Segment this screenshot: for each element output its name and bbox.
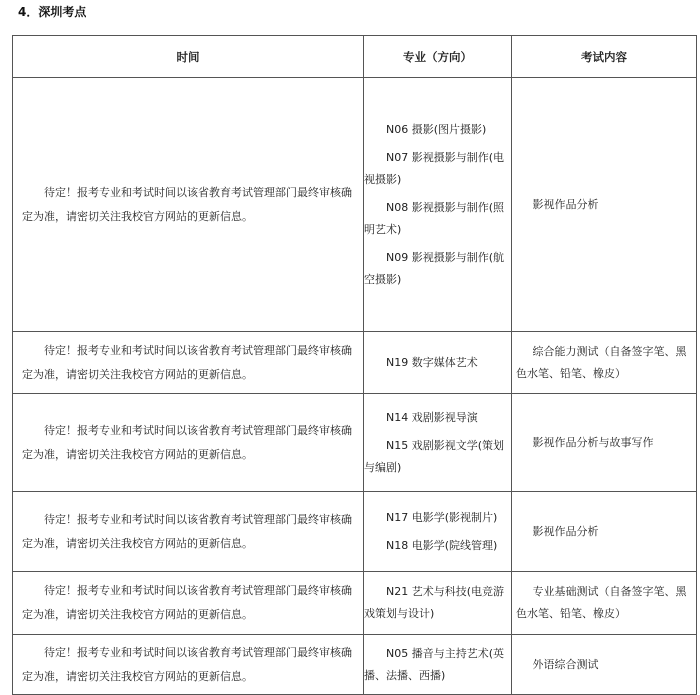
content-text: 影视作品分析与故事写作 [532,435,654,449]
major-cell [364,492,512,572]
time-cell [13,492,364,572]
major-item: N07 影视摄影与制作(电视摄影) [364,150,505,186]
section-heading: 4．深圳考点 [18,5,87,19]
major-item: N17 电影学(影视制片) [386,510,498,524]
major-cell [364,394,512,492]
content-text: 影视作品分析 [532,197,599,211]
content-cell [512,394,697,492]
major-cell [364,572,512,635]
major-item: N08 影视摄影与制作(照明艺术) [364,200,505,236]
content-text: 影视作品分析 [532,524,599,538]
column-header-content: 考试内容 [512,36,697,78]
major-item: N18 电影学(院线管理) [386,538,498,552]
content-cell [512,635,697,695]
table-row [13,78,697,332]
content-cell [512,332,697,394]
time-text: 待定！报考专业和考试时间以该省教育考试管理部门最终审核确定为准，请密切关注我校官方网站的更新信息。 [22,584,352,621]
content-cell [512,492,697,572]
major-item: N06 摄影(图片摄影) [386,122,487,136]
time-cell [13,572,364,635]
time-text: 待定！报考专业和考试时间以该省教育考试管理部门最终审核确定为准，请密切关注我校官方网站的更新信息。 [22,645,352,683]
major-cell [364,78,512,332]
column-header-major: 专业（方向） [364,36,512,78]
table-row [13,394,697,492]
column-header-time: 时间 [13,36,364,78]
major-cell [364,332,512,394]
time-text: 待定！报考专业和考试时间以该省教育考试管理部门最终审核确定为准，请密切关注我校官方网站的更新信息。 [22,185,352,223]
content-text: 综合能力测试（自备签字笔、黑色水笔、铅笔、橡皮） [516,344,687,380]
major-item: N15 戏剧影视文学(策划与编剧) [364,438,505,474]
time-cell [13,78,364,332]
table-row [13,492,697,572]
table-row [13,572,697,635]
time-cell [13,332,364,394]
content-cell [512,572,697,635]
major-item: N19 数字媒体艺术 [386,355,478,369]
table-row [13,635,697,695]
major-cell [364,635,512,695]
major-item: N05 播音与主持艺术(英播、法播、西播) [364,646,505,682]
time-text: 待定！报考专业和考试时间以该省教育考试管理部门最终审核确定为准，请密切关注我校官方网站的更新信息。 [22,423,352,461]
content-text: 专业基础测试（自备签字笔、黑色水笔、铅笔、橡皮） [516,585,687,620]
major-item: N09 影视摄影与制作(航空摄影) [364,250,505,286]
time-cell [13,394,364,492]
time-cell [13,635,364,695]
time-text: 待定！报考专业和考试时间以该省教育考试管理部门最终审核确定为准，请密切关注我校官方网站的更新信息。 [22,343,352,381]
table-header-row [13,36,697,78]
time-text: 待定！报考专业和考试时间以该省教育考试管理部门最终审核确定为准，请密切关注我校官方网站的更新信息。 [22,512,352,550]
exam-schedule-table [12,35,697,695]
table-row [13,332,697,394]
content-cell [512,78,697,332]
content-text: 外语综合测试 [532,657,599,671]
major-item: N14 戏剧影视导演 [386,410,478,424]
major-item: N21 艺术与科技(电竞游戏策划与设计) [364,585,505,620]
